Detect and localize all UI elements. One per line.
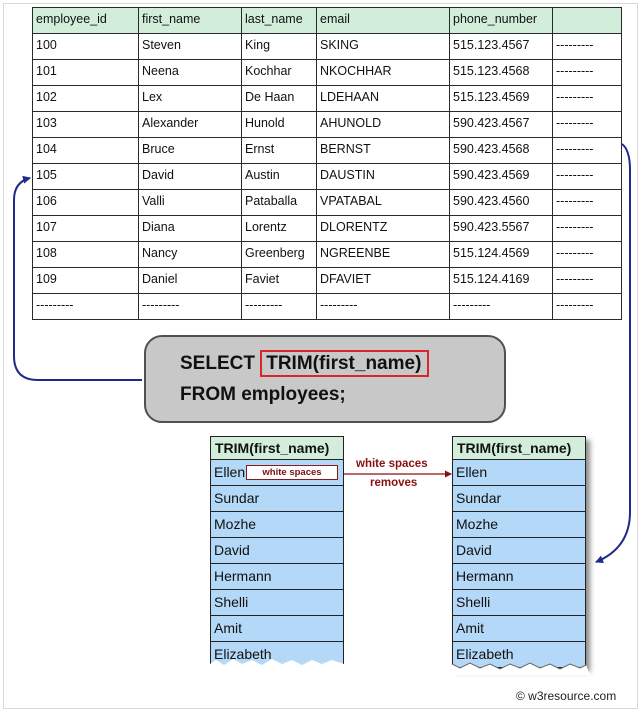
table-cell: De Haan [242, 86, 317, 112]
result-cell: Hermann [452, 564, 586, 590]
table-cell: Neena [139, 60, 242, 86]
table-cell: Steven [139, 34, 242, 60]
table-cell: --------- [553, 60, 622, 86]
copyright-notice: © w3resource.com [516, 689, 617, 703]
table-cell: Pataballa [242, 190, 317, 216]
table-cell: Lex [139, 86, 242, 112]
table-cell: --------- [553, 190, 622, 216]
result-before-header: TRIM(first_name) [210, 436, 344, 460]
result-cell: Ellen [452, 460, 586, 486]
table-cell: NGREENBE [317, 242, 450, 268]
arrow-label-white-spaces: white spaces [356, 458, 428, 470]
table-cell: --------- [242, 294, 317, 320]
right-flow-arrow [596, 144, 630, 562]
table-cell: --------- [553, 86, 622, 112]
result-cell: David [452, 538, 586, 564]
table-cell: --------- [139, 294, 242, 320]
table-cell: 105 [33, 164, 139, 190]
result-cell: Hermann [210, 564, 344, 590]
column-header: employee_id [33, 8, 139, 34]
table-cell: 515.123.4568 [450, 60, 553, 86]
result-cell: Mozhe [452, 512, 586, 538]
table-cell: VPATABAL [317, 190, 450, 216]
sql-select-keyword: SELECT [180, 353, 255, 374]
table-cell: --------- [553, 112, 622, 138]
table-cell: --------- [553, 138, 622, 164]
table-cell: LDEHAAN [317, 86, 450, 112]
table-cell: 590.423.4567 [450, 112, 553, 138]
table-cell: Lorentz [242, 216, 317, 242]
column-header: phone_number [450, 8, 553, 34]
table-cell: --------- [553, 294, 622, 320]
table-cell: 515.123.4567 [450, 34, 553, 60]
result-cell: Elizabeth [210, 642, 344, 668]
result-cell: Shelli [210, 590, 344, 616]
table-cell: AHUNOLD [317, 112, 450, 138]
table-cell: --------- [553, 34, 622, 60]
table-cell: 515.123.4569 [450, 86, 553, 112]
result-cell: Shelli [452, 590, 586, 616]
table-cell: 515.124.4169 [450, 268, 553, 294]
table-cell: 590.423.4569 [450, 164, 553, 190]
table-cell: Daniel [139, 268, 242, 294]
result-cell: Amit [210, 616, 344, 642]
white-space-indicator: white spaces [246, 465, 338, 480]
table-cell: NKOCHHAR [317, 60, 450, 86]
table-cell: 107 [33, 216, 139, 242]
table-cell: Kochhar [242, 60, 317, 86]
sql-line-2: FROM employees; [180, 384, 346, 405]
table-cell: Greenberg [242, 242, 317, 268]
table-cell: --------- [553, 216, 622, 242]
result-cell: Sundar [452, 486, 586, 512]
table-cell: 106 [33, 190, 139, 216]
table-cell: 109 [33, 268, 139, 294]
table-cell: BERNST [317, 138, 450, 164]
table-cell: Faviet [242, 268, 317, 294]
table-cell: --------- [553, 164, 622, 190]
table-cell: King [242, 34, 317, 60]
column-header: email [317, 8, 450, 34]
table-cell: 101 [33, 60, 139, 86]
table-cell: 590.423.5567 [450, 216, 553, 242]
table-cell: DAUSTIN [317, 164, 450, 190]
table-cell: 103 [33, 112, 139, 138]
table-cell: 104 [33, 138, 139, 164]
table-cell: --------- [553, 242, 622, 268]
table-cell: --------- [33, 294, 139, 320]
result-cell: Mozhe [210, 512, 344, 538]
table-cell: Hunold [242, 112, 317, 138]
table-cell: --------- [450, 294, 553, 320]
table-cell: Nancy [139, 242, 242, 268]
table-cell: 100 [33, 34, 139, 60]
table-cell: Valli [139, 190, 242, 216]
result-cell: Sundar [210, 486, 344, 512]
left-flow-arrow [14, 178, 142, 380]
table-cell: 515.124.4569 [450, 242, 553, 268]
table-cell: Alexander [139, 112, 242, 138]
table-cell: --------- [553, 268, 622, 294]
result-cell: Elizabeth [452, 642, 586, 668]
table-cell: DLORENTZ [317, 216, 450, 242]
column-header: first_name [139, 8, 242, 34]
table-cell: 590.423.4560 [450, 190, 553, 216]
table-cell: 590.423.4568 [450, 138, 553, 164]
result-cell: David [210, 538, 344, 564]
table-cell: Bruce [139, 138, 242, 164]
table-cell: David [139, 164, 242, 190]
sql-trim-highlight: TRIM(first_name) [260, 350, 429, 377]
result-cell: Ellen [210, 460, 344, 486]
table-cell: Ernst [242, 138, 317, 164]
table-cell: 102 [33, 86, 139, 112]
table-cell: --------- [317, 294, 450, 320]
arrow-label-removes: removes [370, 477, 418, 489]
column-header: last_name [242, 8, 317, 34]
table-cell: DFAVIET [317, 268, 450, 294]
table-cell: 108 [33, 242, 139, 268]
table-cell: Diana [139, 216, 242, 242]
result-after-header: TRIM(first_name) [452, 436, 586, 460]
table-cell: SKING [317, 34, 450, 60]
torn-edge-left [210, 659, 344, 672]
table-cell: Austin [242, 164, 317, 190]
result-cell: Amit [452, 616, 586, 642]
